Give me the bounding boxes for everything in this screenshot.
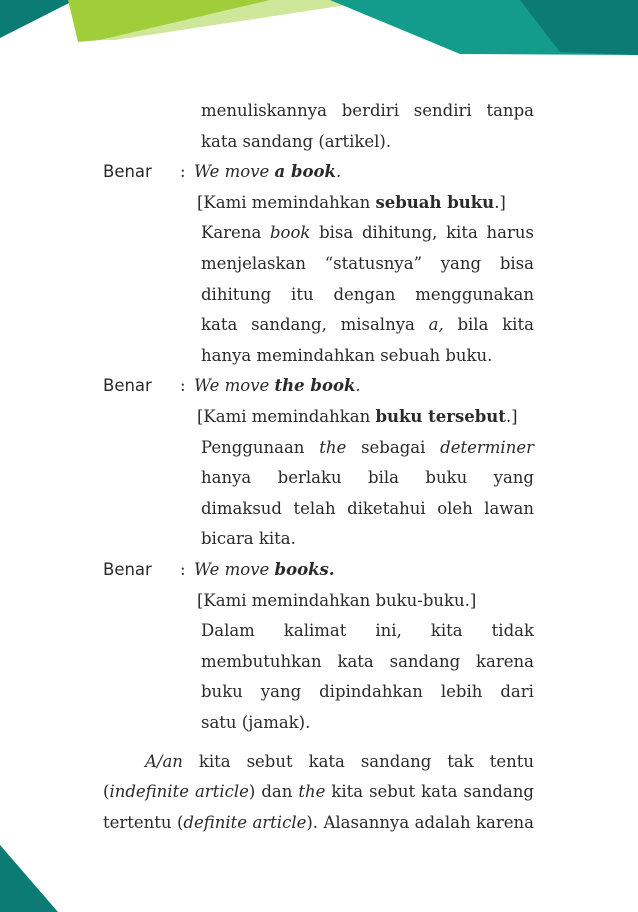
colon: : [180, 376, 186, 396]
explanation-word: hanya [201, 468, 252, 488]
paragraph-italic: definite [183, 812, 248, 832]
explanation-word: diketahui [347, 498, 426, 518]
explanation-word: bila [457, 315, 489, 335]
colon: : [180, 162, 186, 182]
example-emphasis: a book [274, 162, 336, 182]
translation-emphasis: sebuah buku [375, 192, 495, 212]
paragraph-italic: article [252, 812, 307, 832]
paragraph-word [261, 782, 292, 802]
example-label [103, 162, 152, 182]
example-sentence [194, 376, 361, 396]
paragraph-word [331, 782, 363, 802]
explanation-word: dihitung, [361, 223, 438, 243]
example-sentence [194, 560, 335, 580]
explanation-italic-word: a, [428, 315, 444, 335]
label-colon [180, 162, 186, 182]
explanation-text: bicara kita. [201, 529, 296, 549]
example-text: We move [194, 560, 275, 579]
translation-line [197, 591, 476, 611]
paragraph-word: tak [447, 751, 474, 771]
paragraph-word [415, 813, 471, 833]
explanation-word: menjelaskan [201, 254, 306, 273]
explanation-word: dipindahkan [319, 682, 423, 702]
example-emphasis: the book [274, 376, 356, 396]
paragraph-text: ( [176, 812, 184, 832]
explanation-word: kita [502, 315, 534, 335]
example-text: We move [194, 162, 275, 182]
explanation-line [201, 621, 534, 641]
paragraph-word [252, 813, 318, 833]
paragraph-italic-word: A/an [145, 751, 183, 771]
paragraph-text: adalah [414, 812, 471, 832]
example-sentence [194, 162, 341, 182]
example-label [103, 560, 152, 580]
example-text: . [355, 376, 361, 396]
explanation-word: harus [486, 223, 534, 243]
paragraph-word [103, 813, 172, 833]
explanation-word: buku [425, 468, 468, 488]
paragraph-word [195, 782, 255, 802]
explanation-line [201, 682, 534, 702]
paragraph-word: kita [198, 751, 231, 771]
explanation-word: misalnya [340, 315, 415, 335]
translation-text: [Kami memindahkan [197, 192, 376, 212]
paragraph-text: Alasannya [323, 812, 410, 832]
explanation-word: sebagai [361, 437, 426, 457]
paragraph-word [476, 813, 534, 833]
explanation-word: yang [440, 254, 482, 273]
explanation-word: yang [493, 468, 534, 488]
explanation-word: kita [446, 223, 478, 243]
explanation-word: ini, [375, 621, 402, 641]
paragraph-line [103, 782, 534, 802]
explanation-word: dimaksud [201, 498, 282, 518]
explanation-word: lebih [440, 682, 483, 702]
explanation-italic-word: determiner [440, 437, 534, 457]
example-emphasis: books. [274, 560, 335, 579]
paragraph-word [177, 813, 247, 833]
explanation-word: sandang, [251, 315, 327, 335]
explanation-line [201, 346, 492, 366]
label-colon [180, 376, 186, 396]
explanation-word: Karena [201, 223, 262, 243]
paragraph-text: kata [421, 782, 458, 802]
paragraph-word: sandang [360, 751, 432, 771]
explanation-word: sendiri [413, 101, 472, 120]
explanation-word: kata [337, 651, 374, 671]
translation-text: [Kami memindahkan buku-buku.] [197, 590, 477, 610]
paragraph-text: ( [103, 782, 110, 802]
example-text: . [335, 162, 342, 182]
paragraph-word: tentu [489, 751, 534, 771]
explanation-line [201, 468, 534, 488]
explanation-word: dengan [333, 284, 396, 304]
paragraph-word [463, 782, 534, 802]
explanation-word: berlaku [277, 468, 342, 488]
explanation-line [201, 285, 534, 305]
explanation-line [201, 101, 534, 121]
explanation-word: tidak [491, 621, 534, 641]
explanation-line [201, 315, 534, 335]
translation-emphasis: buku tersebut [375, 407, 506, 426]
label-benar: Benar [103, 162, 152, 182]
explanation-text: hanya memindahkan sebuah buku. [201, 345, 493, 365]
explanation-word: menggunakan [415, 284, 534, 304]
paragraph-line [145, 752, 534, 772]
paragraph-word [323, 813, 409, 833]
explanation-line [201, 499, 534, 519]
paragraph-text: sebut [369, 782, 416, 802]
explanation-line [201, 652, 534, 672]
paragraph-word [421, 782, 457, 802]
example-label [103, 376, 152, 396]
explanation-word: yang [260, 682, 302, 702]
colon: : [180, 560, 186, 579]
explanation-word: “statusnya” [324, 254, 423, 273]
paragraph-line [103, 813, 534, 833]
explanation-word: lawan [484, 498, 534, 518]
translation-line [197, 407, 518, 427]
explanation-word: Dalam [201, 621, 255, 641]
explanation-line [201, 713, 310, 733]
explanation-word: berdiri [341, 101, 399, 120]
explanation-word: buku [201, 682, 243, 702]
explanation-line [201, 254, 534, 274]
explanation-italic-word: the [319, 437, 347, 457]
translation-line [197, 193, 506, 213]
explanation-word: kita [430, 621, 463, 641]
explanation-word: dihitung [201, 284, 272, 304]
example-text: We move [194, 376, 275, 396]
explanation-line [201, 223, 534, 243]
paragraph-text: ). [306, 812, 319, 832]
explanation-word: Penggunaan [201, 437, 305, 457]
paragraph-word [298, 782, 325, 802]
paragraph-text: ) [248, 782, 256, 802]
explanation-word: membutuhkan [201, 651, 322, 671]
label-benar: Benar [103, 560, 152, 579]
explanation-word: telah [293, 498, 336, 518]
explanation-line [201, 438, 534, 458]
explanation-line [201, 529, 296, 549]
explanation-word: kalimat [283, 621, 347, 641]
explanation-word: bila [368, 468, 399, 488]
paragraph-word [369, 782, 415, 802]
paragraph-text: sandang [463, 782, 534, 802]
explanation-word: itu [291, 284, 314, 304]
explanation-word: sandang [389, 651, 461, 671]
paragraph-text: karena [476, 812, 534, 832]
paragraph-italic: article [194, 782, 249, 802]
explanation-text: kata sandang (artikel). [201, 131, 392, 151]
explanation-word: bisa [499, 254, 534, 273]
paragraph-word [103, 782, 189, 802]
translation-text: .] [505, 407, 518, 426]
translation-text: [Kami memindahkan [197, 407, 376, 426]
explanation-word: oleh [437, 498, 473, 518]
explanation-text: satu (jamak). [201, 713, 311, 732]
explanation-word: bisa [319, 223, 354, 243]
explanation-word: kata [201, 315, 238, 335]
label-colon [180, 560, 186, 580]
explanation-word: karena [476, 651, 534, 671]
explanation-word: dari [500, 682, 534, 702]
label-benar: Benar [103, 376, 152, 396]
paragraph-text: kita [331, 782, 364, 802]
paragraph-text: tertentu [103, 812, 172, 832]
paragraph-word: kata [308, 751, 345, 771]
paragraph-italic: the [298, 782, 326, 802]
translation-text: .] [494, 192, 506, 212]
explanation-word: tanpa [486, 101, 534, 120]
explanation-italic-word: book [269, 223, 311, 243]
explanation-line [201, 132, 391, 152]
explanation-word: menuliskannya [201, 101, 327, 120]
paragraph-text: dan [261, 782, 293, 802]
paragraph-italic: indefinite [109, 782, 189, 802]
paragraph-word: sebut [246, 751, 293, 771]
